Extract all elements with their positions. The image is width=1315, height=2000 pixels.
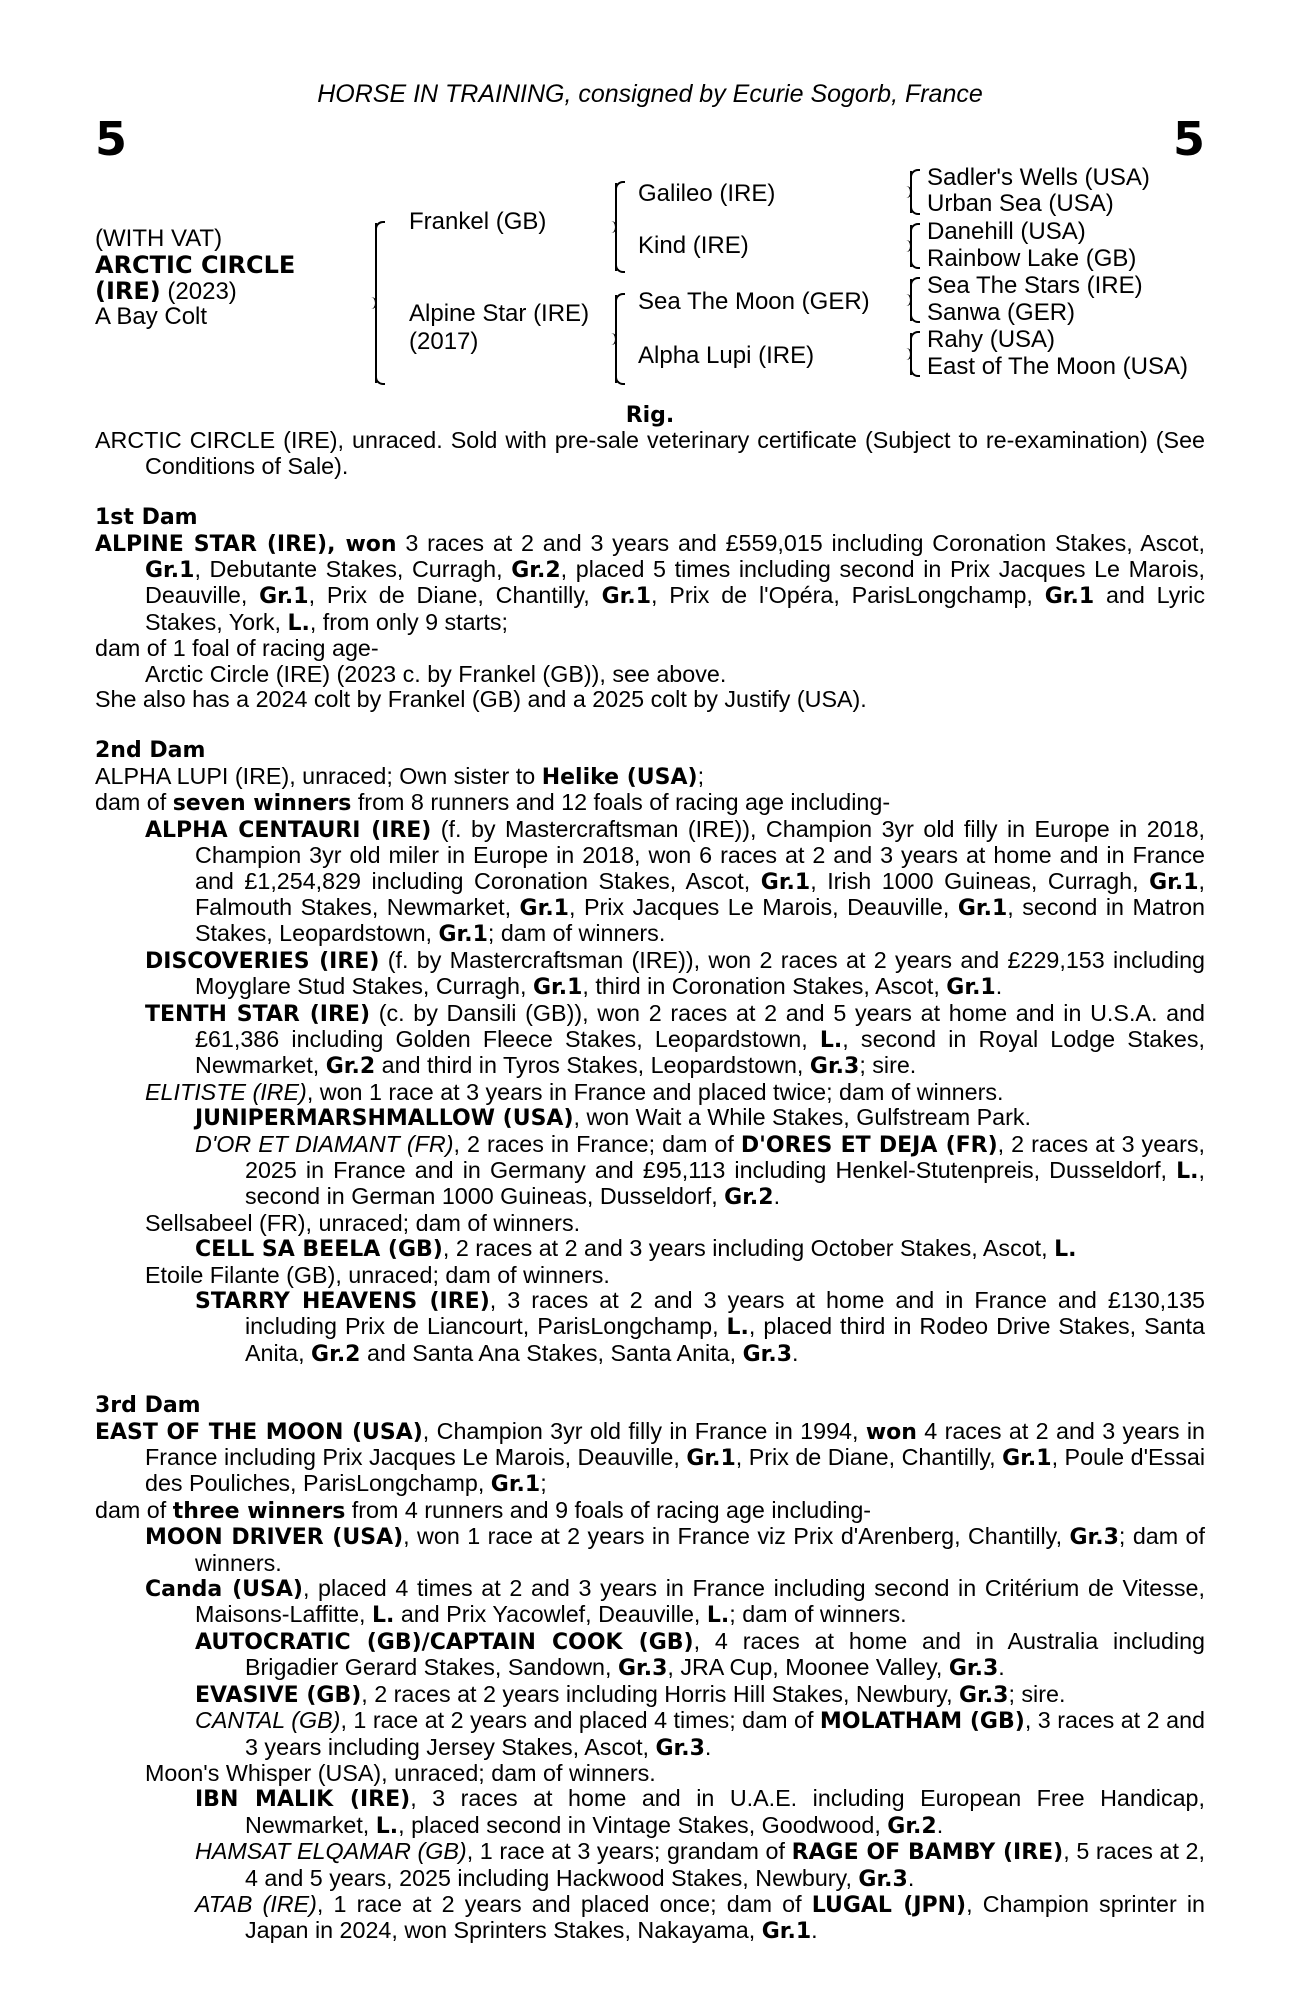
- produce-canda: Canda (USA), placed 4 times at 2 and 3 years in France including second in Critérium de Vitesse, Maisons-Laffitte, L. and Prix Yacowlef, Deauville, L.; dam of winners.: [145, 1575, 1205, 1629]
- produce-starry-heavens: STARRY HEAVENS (IRE), 3 races at 2 and 3 years at home and in France and £130,135 including Prix de Liancourt, ParisLongchamp, L., placed third in Rodeo Drive Stakes, Santa Anita, Gr.2 and Santa Ana Stakes, Santa Anita, Gr.3.: [195, 1287, 1205, 1367]
- produce-elitiste: ELITISTE (IRE), won 1 race at 3 years in France and placed twice; dam of winners.: [145, 1078, 1004, 1105]
- produce-cantal: CANTAL (GB), 1 race at 2 years and placed 4 times; dam of MOLATHAM (GB), 3 races at 2 and 3 years including Jersey Stakes, Ascot, Gr.3.: [195, 1707, 1205, 1761]
- dam-year: (2017): [409, 328, 479, 355]
- gen3-7: Rahy (USA): [927, 326, 1056, 353]
- produce-discoveries: DISCOVERIES (IRE) (f. by Mastercraftsman (IRE)), won 2 races at 2 years and £229,153 including Moyglare Stud Stakes, Curragh, Gr.1, third in Coronation Stakes, Ascot, Gr.1.: [145, 946, 1205, 1001]
- intro-paragraph: ARCTIC CIRCLE (IRE), unraced. Sold with pre-sale veterinary certificate (Subject to re-examination) (See Conditions of Sale).: [95, 427, 1205, 479]
- first-dam-entry: ALPINE STAR (IRE), won 3 races at 2 and 3 years and £559,015 including Coronation Stakes, Ascot, Gr.1, Debutante Stakes, Curragh, Gr.2, placed 5 times including second in Prix Jacques Le Marois, Deauville, Gr.1, Prix de Diane, Chantilly, Gr.1, Prix de l'Opéra, ParisLongchamp, Gr.1 and Lyric Stakes, York, L., from only 9 starts;: [95, 529, 1205, 636]
- brace-g3b: [910, 225, 912, 267]
- gen3-2: Urban Sea (USA): [927, 190, 1114, 217]
- brace-g3c: [910, 279, 912, 321]
- dam: Alpine Star (IRE): [409, 300, 590, 327]
- catalogue-page: [95, 0, 1205, 2000]
- horse-description: A Bay Colt: [95, 303, 208, 330]
- rig-note: Rig.: [625, 403, 675, 428]
- gen3-4: Rainbow Lake (GB): [927, 245, 1137, 272]
- gen3-3: Danehill (USA): [927, 218, 1086, 245]
- gen3-8: East of The Moon (USA): [927, 353, 1188, 380]
- second-dam-entry: ALPHA LUPI (IRE), unraced; Own sister to Helike (USA);: [95, 762, 705, 790]
- page-header: HORSE IN TRAINING, consigned by Ecurie Sogorb, France: [317, 80, 983, 108]
- gen3-6: Sanwa (GER): [927, 299, 1076, 326]
- gen3-5: Sea The Stars (IRE): [927, 272, 1143, 299]
- produce-dor-et-diamant: D'OR ET DIAMANT (FR), 2 races in France; dam of D'ORES ET DEJA (FR), 2 races at 3 years, 2025 in France and in Germany and £95,113 including Henkel-Stutenpreis, Dusseldorf, L., second in German 1000 Guineas, Dusseldorf, Gr.2.: [195, 1130, 1205, 1211]
- vat-note: (WITH VAT): [95, 225, 223, 252]
- horse-name-suffix: (IRE) (2023): [95, 277, 237, 305]
- produce-cell-sa-beela: CELL SA BEELA (GB), 2 races at 2 and 3 years including October Stakes, Ascot, L.: [195, 1235, 1077, 1263]
- produce-ibn-malik: IBN MALIK (IRE), 3 races at home and in U.A.E. including European Free Handicap, Newmarket, L., placed second in Vintage Stakes, Goodwood, Gr.2.: [195, 1785, 1205, 1839]
- pedigree-table: [95, 165, 1205, 395]
- third-dam-entry: EAST OF THE MOON (USA), Champion 3yr old filly in France in 1994, won 4 races at 2 and 3 years in France including Prix Jacques Le Marois, Deauville, Gr.1, Prix de Diane, Chantilly, Gr.1, Poule d'Essai des Pouliches, ParisLongchamp, Gr.1;: [95, 1417, 1205, 1498]
- gen2-sire-sire: Galileo (IRE): [638, 180, 776, 207]
- produce-sellsabeel: Sellsabeel (FR), unraced; dam of winners.: [145, 1209, 581, 1236]
- produce-evasive: EVASIVE (GB), 2 races at 2 years including Horris Hill Stakes, Newbury, Gr.3; sire.: [195, 1680, 1066, 1708]
- brace-dam: [615, 295, 617, 383]
- produce-moon-driver: MOON DRIVER (USA), won 1 race at 2 years in France viz Prix d'Arenberg, Chantilly, Gr.3; dam of winners.: [145, 1523, 1205, 1576]
- produce-tenth-star: TENTH STAR (IRE) (c. by Dansili (GB)), won 2 races at 2 and 5 years at home and in U.S.A. and £61,386 including Golden Fleece Stakes, Leopardstown, L., second in Royal Lodge Stakes, Newmarket, Gr.2 and third in Tyros Stakes, Leopardstown, Gr.3; sire.: [145, 999, 1205, 1080]
- gen2-dam-dam: Alpha Lupi (IRE): [638, 342, 815, 369]
- second-dam-heading: 2nd Dam: [95, 738, 206, 764]
- third-dam-heading: 3rd Dam: [95, 1393, 201, 1419]
- first-dam-heading: 1st Dam: [95, 505, 198, 531]
- produce-etoile-filante: Etoile Filante (GB), unraced; dam of winners.: [145, 1261, 610, 1288]
- first-dam-note: She also has a 2024 colt by Frankel (GB) and a 2025 colt by Justify (USA).: [95, 686, 867, 713]
- brace-sire: [615, 183, 617, 271]
- produce-moons-whisper: Moon's Whisper (USA), unraced; dam of winners.: [145, 1759, 656, 1786]
- produce-autocratic: AUTOCRATIC (GB)/CAPTAIN COOK (GB), 4 races at home and in Australia including Brigadier Gerard Stakes, Sandown, Gr.3, JRA Cup, Moonee Valley, Gr.3.: [195, 1627, 1205, 1682]
- brace-gen1: [375, 223, 377, 383]
- brace-g3a: [910, 171, 912, 213]
- third-dam-summary: dam of three winners from 4 runners and 9 foals of racing age including-: [95, 1496, 872, 1524]
- produce-atab: ATAB (IRE), 1 race at 2 years and placed once; dam of LUGAL (JPN), Champion sprinter in Japan in 2024, won Sprinters Stakes, Nakayama, Gr.1.: [195, 1890, 1205, 1945]
- gen2-dam-sire: Sea The Moon (GER): [638, 288, 870, 315]
- lot-number-left: 5: [95, 112, 128, 166]
- produce-junipermarshmallow: JUNIPERMARSHMALLOW (USA), won Wait a While Stakes, Gulfstream Park.: [195, 1104, 1031, 1132]
- brace-g3d: [910, 333, 912, 375]
- second-dam-summary: dam of seven winners from 8 runners and 12 foals of racing age including-: [95, 789, 891, 817]
- horse-name: ARCTIC CIRCLE: [95, 251, 296, 279]
- gen2-sire-dam: Kind (IRE): [638, 232, 749, 259]
- catalogue-text: [95, 403, 1205, 1945]
- lot-number-right: 5: [1172, 112, 1205, 166]
- produce-alpha-centauri: ALPHA CENTAURI (IRE) (f. by Mastercraftsman (IRE)), Champion 3yr old filly in Europe in 2018, Champion 3yr old miler in Europe in 2018, won 6 races at 2 and 3 years at home and in France and £1,254,829 including Coronation Stakes, Ascot, Gr.1, Irish 1000 Guineas, Curragh, Gr.1, Falmouth Stakes, Newmarket, Gr.1, Prix Jacques Le Marois, Deauville, Gr.1, second in Matron Stakes, Leopardstown, Gr.1; dam of winners.: [145, 815, 1205, 948]
- sire: Frankel (GB): [409, 208, 547, 235]
- produce-hamsat-elqamar: HAMSAT ELQAMAR (GB), 1 race at 3 years; grandam of RAGE OF BAMBY (IRE), 5 races at 2, 4 and 5 years, 2025 including Hackwood Stakes, Newbury, Gr.3.: [195, 1838, 1205, 1892]
- first-dam-foals: dam of 1 foal of racing age-: [95, 635, 379, 662]
- first-dam-produce: Arctic Circle (IRE) (2023 c. by Frankel (GB)), see above.: [145, 660, 727, 687]
- gen3-1: Sadler's Wells (USA): [927, 164, 1150, 191]
